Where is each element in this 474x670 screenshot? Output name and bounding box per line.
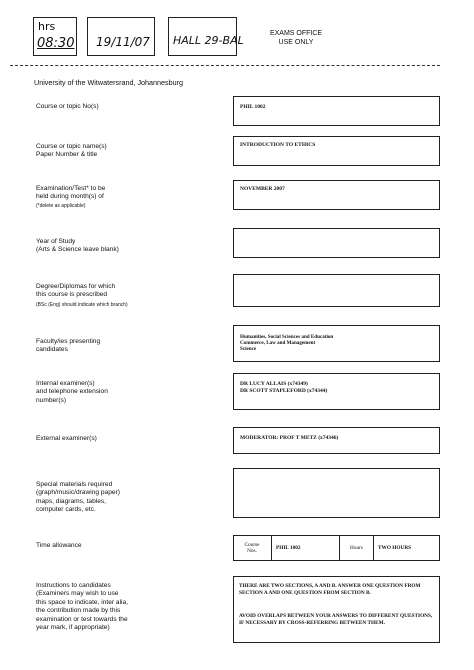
internal-examiner-label: Internal examiner(s) and telephone extension number(s) bbox=[36, 380, 108, 404]
exam-month-box bbox=[233, 180, 440, 210]
time-allowance-label: Time allowance bbox=[36, 542, 82, 549]
course-name-value: INTRODUCTION TO ETHICS bbox=[240, 142, 316, 148]
course-number-box bbox=[233, 96, 440, 126]
hours-value: TWO HOURS bbox=[378, 545, 412, 551]
course-number-value: PHIL 1002 bbox=[240, 104, 266, 110]
degree-label: Degree/Diplomas for which this course is prescribed bbox=[36, 283, 116, 299]
exam-month-note: (*delete as applicable) bbox=[36, 203, 86, 209]
instructions-label: Instructions to candidates (Examiners may wish to use this space to indicate, inter alia, the contribution made by this examination or test towards the year mark, if appropriate) bbox=[36, 582, 128, 632]
exam-month-value: NOVEMBER 2007 bbox=[240, 186, 285, 192]
special-materials-label: Special materials required (graph/music/drawing paper) maps, diagrams, tables, computer cards, etc. bbox=[36, 481, 120, 514]
instructions-para-1: THERE ARE TWO SECTIONS, A AND B. ANSWER ONE QUESTION FROM SECTION A AND ONE QUESTION FROM SECTION B. bbox=[239, 583, 421, 596]
year-of-study-box bbox=[233, 228, 440, 258]
time-divider-3 bbox=[373, 535, 374, 561]
faculty-label: Faculty/ies presenting candidates bbox=[36, 338, 101, 354]
hrs-label: hrs bbox=[38, 20, 56, 33]
degree-note: (BSc (Eng) should indicate which branch) bbox=[36, 302, 128, 308]
course-number-label: Course or topic No(s) bbox=[36, 103, 99, 110]
time-divider-1 bbox=[271, 535, 272, 561]
course-nos-value: PHIL 1002 bbox=[276, 545, 301, 551]
course-name-box bbox=[233, 136, 440, 166]
university-name: University of the Witwatersrand, Johannesburg bbox=[34, 78, 184, 87]
exam-time: 08:30 bbox=[37, 36, 75, 51]
year-of-study-label: Year of Study (Arts & Science leave blank) bbox=[36, 238, 119, 254]
instructions-para-2: AVOID OVERLAPS BETWEEN YOUR ANSWERS TO DIFFERENT QUESTIONS, IF NECESSARY BY CROSS-REFERRING BETWEEN THEM. bbox=[239, 613, 433, 626]
course-name-label: Course or topic name(s) Paper Number & title bbox=[36, 143, 107, 159]
exams-office-label: EXAMS OFFICE USE ONLY bbox=[269, 30, 323, 46]
hours-label: Hours bbox=[350, 545, 363, 551]
internal-examiner-value: DR LUCY ALLAIS (x74349) DR SCOTT STAPLEFORD (x74344) bbox=[240, 381, 328, 394]
exam-month-label: Examination/Test* to be held during month(s) of bbox=[36, 185, 106, 201]
course-nos-label: Course Nos. bbox=[244, 542, 260, 555]
office-divider bbox=[10, 65, 440, 66]
exam-date: 19/11/07 bbox=[96, 35, 150, 49]
external-examiner-label: External examiner(s) bbox=[36, 435, 97, 442]
exam-venue: HALL 29-BAL bbox=[173, 34, 244, 47]
external-examiner-value: MODERATOR: PROF T METZ (x74346) bbox=[240, 435, 339, 441]
degree-box bbox=[233, 274, 440, 307]
faculty-value: Humanities, Social Sciences and Education Commerce, Law and Management Science bbox=[240, 334, 334, 353]
special-materials-box bbox=[233, 468, 440, 518]
